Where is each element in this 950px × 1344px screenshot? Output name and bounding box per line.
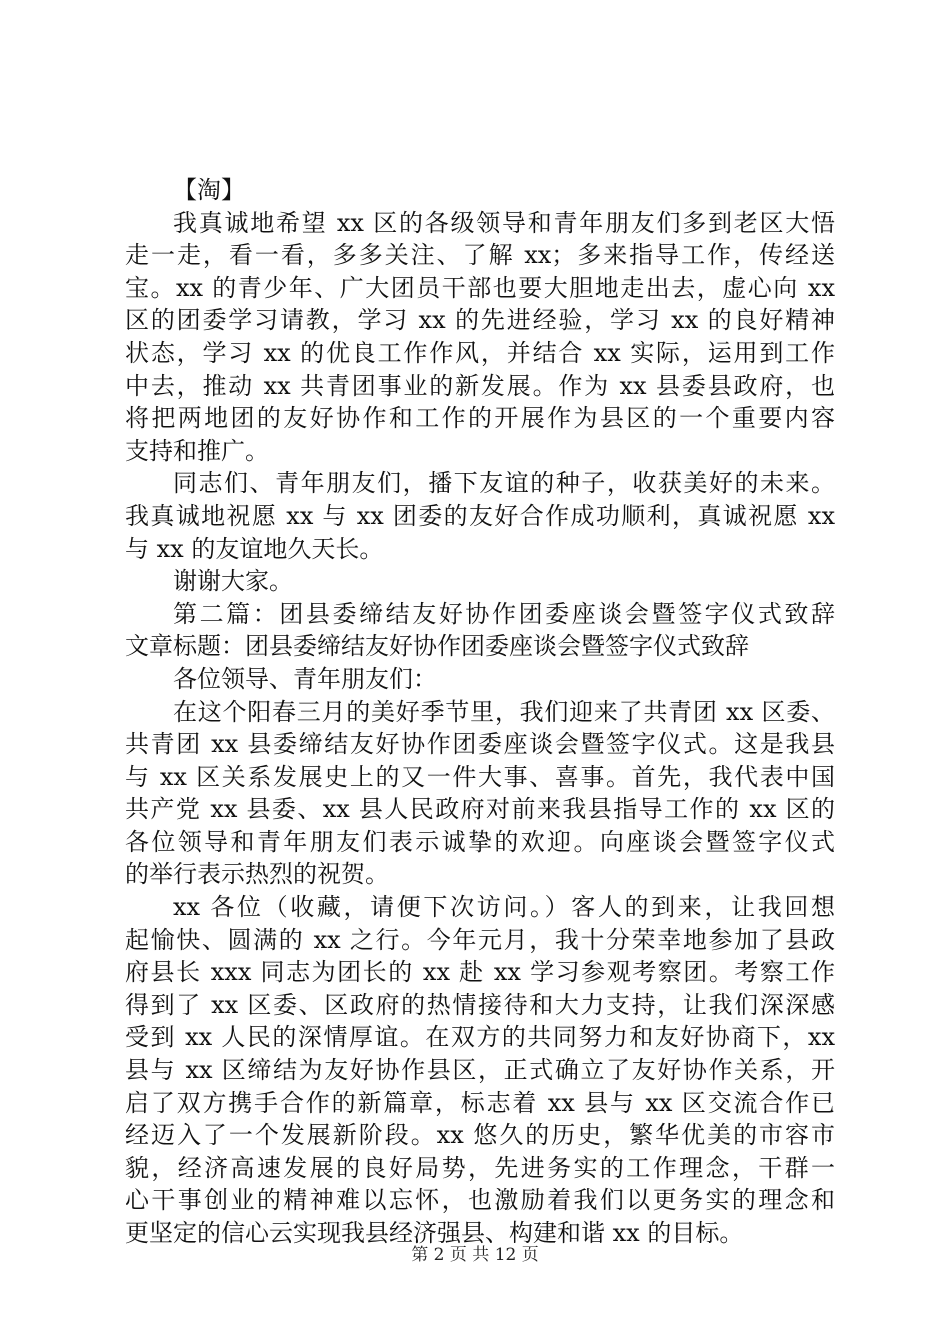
text-line: 共产党 xx 县委、xx 县人民政府对前来我县指导工作的 xx 区的	[125, 795, 835, 824]
page-number-footer: 第 2 页 共 12 页	[411, 1245, 539, 1265]
text-line: 心干事创业的精神难以忘怀，也激励着我们以更务实的理念和	[125, 1186, 835, 1215]
text-line: 的举行表示热烈的祝贺。	[125, 860, 389, 889]
article-title-line: 文章标题：团县委缔结友好协作团委座谈会暨签字仪式致辞	[125, 632, 749, 661]
text-line: 启了双方携手合作的新篇章，标志着 xx 县与 xx 区交流合作已	[125, 1088, 835, 1117]
text-line: xx 各位（收藏，请便下次访问。）客人的到来，让我回想	[173, 893, 835, 922]
text-line: 各位领导和青年朋友们表示诚挚的欢迎。向座谈会暨签字仪式	[125, 827, 835, 856]
text-line: 支持和推广。	[125, 436, 269, 465]
document-body	[125, 174, 835, 1250]
text-line: 区的团委学习请教，学习 xx 的先进经验，学习 xx 的良好精神	[125, 306, 835, 335]
text-line: 貌，经济高速发展的良好局势，先进务实的工作理念，干群一	[125, 1153, 835, 1182]
text-line: 得到了 xx 区委、区政府的热情接待和大力支持，让我们深深感	[125, 990, 835, 1019]
text-line: 起愉快、圆满的 xx 之行。今年元月，我十分荣幸地参加了县政	[125, 925, 835, 954]
text-line: 经迈入了一个发展新阶段。xx 悠久的历史，繁华优美的市容市	[125, 1121, 835, 1150]
text-line: 县与 xx 区缔结为友好协作县区，正式确立了友好协作关系，开	[125, 1056, 835, 1085]
text-line: 宝。xx 的青少年、广大团员干部也要大胆地走出去，虚心向 xx	[125, 273, 835, 302]
salutation: 各位领导、青年朋友们：	[173, 664, 437, 693]
text-line: 共青团 xx 县委缔结友好协作团委座谈会暨签字仪式。这是我县	[125, 730, 835, 759]
text-line: 【淘】	[173, 176, 245, 204]
text-line: 我真诚地希望 xx 区的各级领导和青年朋友们多到老区大悟	[173, 208, 835, 237]
text-line: 同志们、青年朋友们，播下友谊的种子，收获美好的未来。	[173, 469, 835, 498]
text-line: 中去，推动 xx 共青团事业的新发展。作为 xx 县委县政府，也	[125, 371, 835, 400]
text-line: 走一走，看一看，多多关注、了解 xx；多来指导工作，传经送	[125, 241, 835, 270]
text-line: 更坚定的信心云实现我县经济强县、构建和谐 xx 的目标。	[125, 1219, 744, 1247]
text-line: 受到 xx 人民的深情厚谊。在双方的共同努力和友好协商下，xx	[125, 1023, 835, 1052]
text-line: 将把两地团的友好协作和工作的开展作为县区的一个重要内容	[125, 404, 835, 433]
text-line: 与 xx 区关系发展史上的又一件大事、喜事。首先，我代表中国	[125, 762, 835, 791]
text-line: 我真诚地祝愿 xx 与 xx 团委的友好合作成功顺利，真诚祝愿 xx	[125, 501, 835, 530]
text-line: 与 xx 的友谊地久天长。	[125, 534, 384, 563]
text-line: 状态，学习 xx 的优良工作作风，并结合 xx 实际，运用到工作	[125, 338, 835, 367]
text-line: 在这个阳春三月的美好季节里，我们迎来了共青团 xx 区委、	[173, 697, 835, 726]
text-line: 府县长 xxx 同志为团长的 xx 赴 xx 学习参观考察团。考察工作	[125, 958, 835, 987]
text-line: 谢谢大家。	[173, 567, 293, 596]
section-heading: 第二篇：团县委缔结友好协作团委座谈会暨签字仪式致辞	[173, 599, 835, 628]
